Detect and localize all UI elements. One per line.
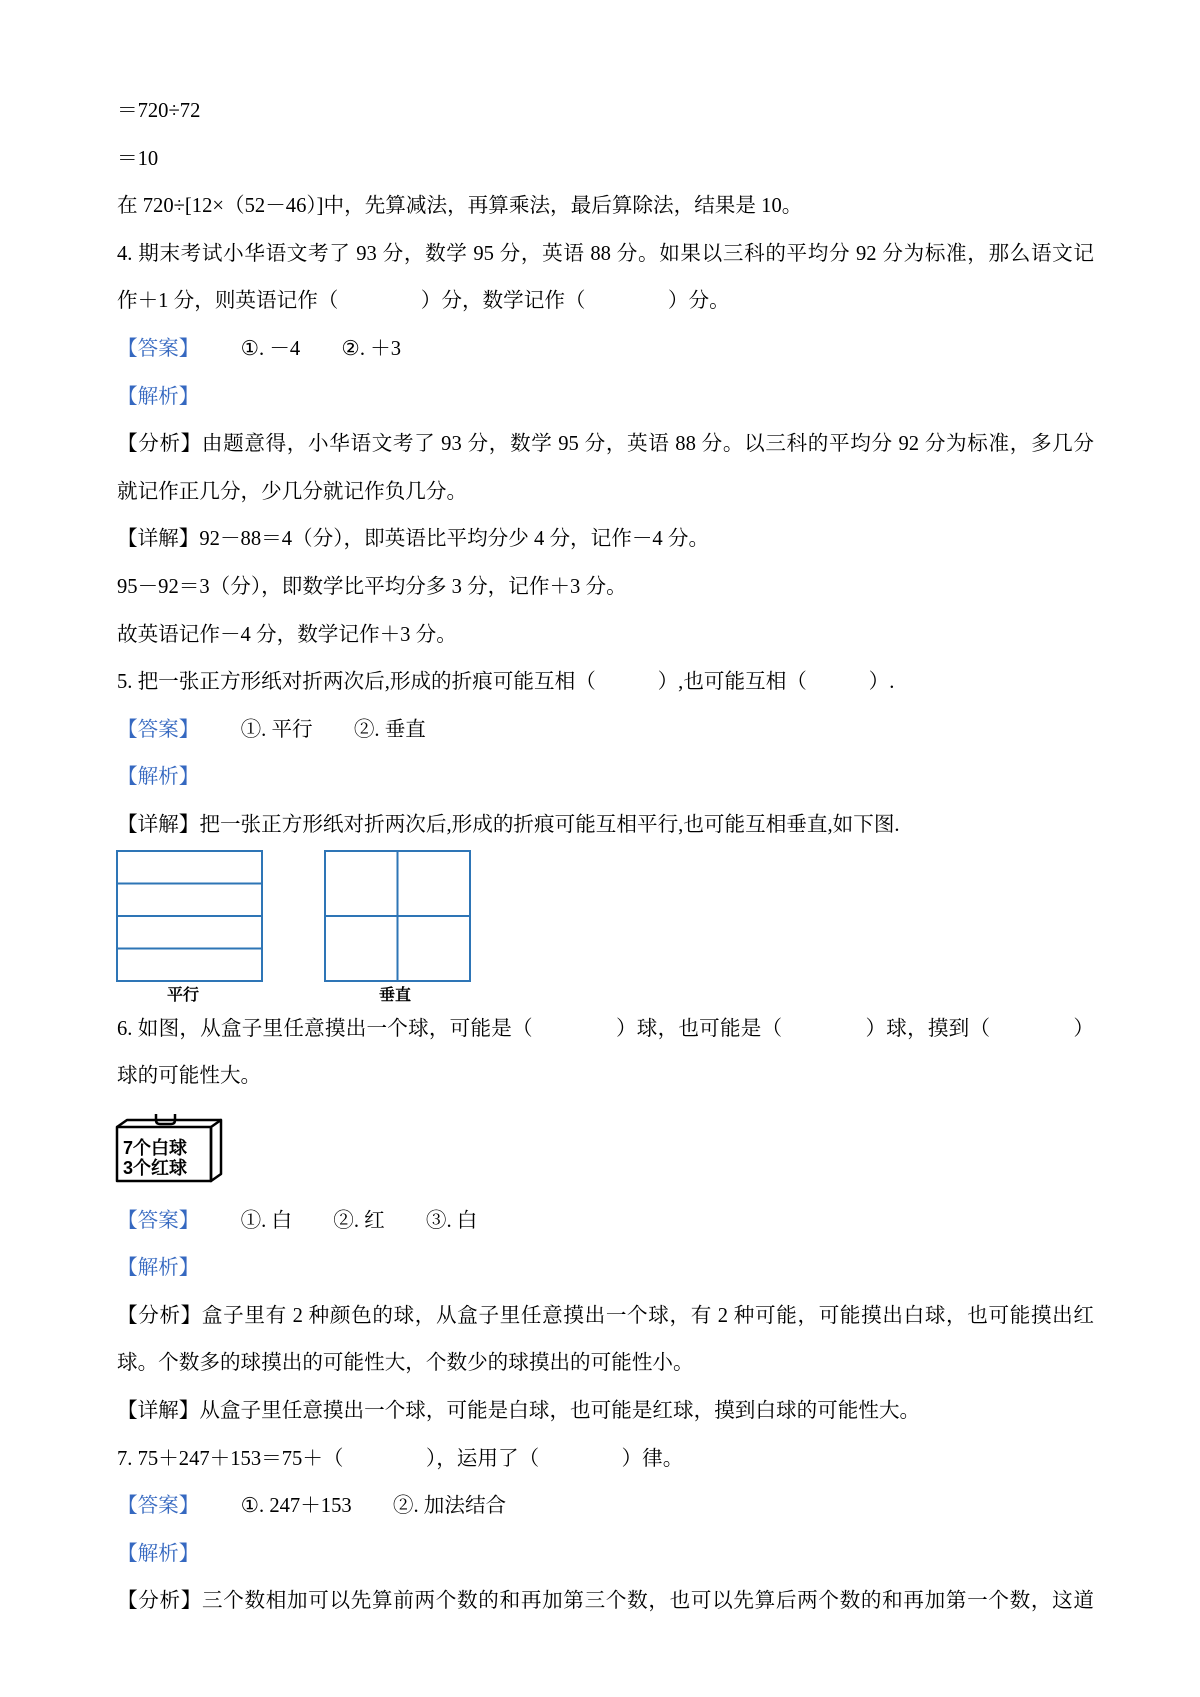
- question-6-answer: [117, 1198, 1094, 1246]
- answer-item: ①. －4: [240, 337, 301, 360]
- answer-item: ①. 平行: [240, 718, 313, 741]
- box-side-face: [211, 1120, 221, 1181]
- box-white-ball-count: 7个白球: [123, 1137, 188, 1158]
- analysis-label: 【分析】: [117, 433, 202, 456]
- question-6-detail-line: [117, 1388, 1094, 1436]
- detail-label: 【详解】: [117, 813, 200, 836]
- analysis-text: 由题意得，小华语文考了 93 分，数学 95 分，英语 88 分。以三科的平均分 92 分为标准，多几分: [201, 433, 1094, 456]
- analysis-label: 【分析】: [117, 1304, 202, 1327]
- answer-item: ②. 加法结合: [392, 1495, 507, 1518]
- perpendicular-label: 垂直: [378, 986, 411, 1004]
- question-6-stem-line: 6. 如图，从盒子里任意摸出一个球，可能是（ ）球，也可能是（ ）球，摸到（ ）: [117, 1017, 1094, 1040]
- question-4-detail-line: 95－92＝3（分），即数学比平均分多 3 分，记作＋3 分。: [117, 575, 627, 598]
- answer-label: 【答案】: [117, 337, 200, 360]
- box-red-ball-count: 3个红球: [123, 1157, 188, 1178]
- analysis-text: 盒子里有 2 种颜色的球，从盒子里任意摸出一个球，有 2 种可能，可能摸出白球，也可能摸出红: [201, 1304, 1094, 1327]
- answer-label: 【答案】: [117, 718, 200, 741]
- question-4-stem-line: 4. 期末考试小华语文考了 93 分，数学 95 分，英语 88 分。如果以三科的平均分 92 分为标准，那么语文记: [117, 242, 1094, 265]
- question-4-analysis-line: [117, 421, 1094, 469]
- detail-label: 【详解】: [117, 1400, 200, 1423]
- ball-box-figure: [117, 1101, 1094, 1198]
- question-6-analysis-line: 球。个数多的球摸出的可能性大，个数少的球摸出的可能性小。: [117, 1352, 694, 1375]
- question-5-detail-line: [117, 802, 1094, 850]
- question-7-stem: 7. 75＋247＋153＝75＋（ ），运用了（ ）律。: [117, 1447, 684, 1470]
- analysis-label: 【分析】: [117, 1590, 203, 1613]
- perpendicular-fold-square: [325, 851, 470, 981]
- fold-diagram: [117, 850, 1094, 1006]
- answer-item: ③. 白: [425, 1209, 478, 1232]
- detail-text: 92－88＝4（分），即英语比平均分少 4 分，记作－4 分。: [199, 528, 710, 551]
- explanation-label: 【解析】: [117, 385, 200, 408]
- detail-text: 从盒子里任意摸出一个球，可能是白球，也可能是红球，摸到白球的可能性大。: [199, 1400, 921, 1423]
- ball-box-illustration: [112, 1109, 232, 1189]
- detail-text: 把一张正方形纸对折两次后,形成的折痕可能互相平行,也可能互相垂直,如下图.: [199, 813, 900, 836]
- explanation-label: 【解析】: [117, 1257, 200, 1280]
- equation-step: ＝10: [117, 147, 159, 170]
- question-4-detail-line: [117, 516, 1094, 564]
- question-4-stem-line: 作＋1 分，则英语记作（ ）分，数学记作（ ）分。: [117, 290, 730, 313]
- document-page: [117, 88, 1094, 1626]
- answer-item: ①. 247＋153: [240, 1495, 352, 1518]
- answer-item: ②. 红: [333, 1209, 385, 1232]
- question-6-stem-line: 球的可能性大。: [117, 1065, 262, 1088]
- explanation-label: 【解析】: [117, 766, 200, 789]
- fold-diagram-svg: [116, 850, 476, 984]
- analysis-text: 三个数相加可以先算前两个数的和再加第三个数，也可以先算后两个数的和再加第一个数，这道: [202, 1590, 1094, 1613]
- question-4-answer: [117, 326, 1094, 374]
- answer-item: ②. ＋3: [341, 337, 402, 360]
- parallel-fold-square: [117, 851, 262, 981]
- question-3-summary: 在 720÷[12×（52－46）]中，先算减法，再算乘法，最后算除法，结果是 10。: [117, 195, 803, 218]
- answer-label: 【答案】: [117, 1209, 200, 1232]
- question-5-stem: 5. 把一张正方形纸对折两次后,形成的折痕可能互相（ ）,也可能互相（ ）.: [117, 671, 895, 694]
- question-7-answer: [117, 1483, 1094, 1531]
- question-7-analysis-line: [117, 1578, 1094, 1626]
- answer-item: ②. 垂直: [353, 718, 426, 741]
- question-6-analysis-line: [117, 1293, 1094, 1341]
- question-4-detail-line: 故英语记作－4 分，数学记作＋3 分。: [117, 623, 457, 646]
- question-5-answer: [117, 707, 1094, 755]
- answer-item: ①. 白: [240, 1209, 293, 1232]
- equation-step: ＝720÷72: [117, 100, 201, 122]
- answer-label: 【答案】: [117, 1495, 200, 1518]
- question-4-analysis-line: 就记作正几分，少几分就记作负几分。: [117, 480, 468, 503]
- parallel-label: 平行: [166, 986, 199, 1004]
- detail-label: 【详解】: [117, 528, 200, 551]
- explanation-label: 【解析】: [117, 1542, 200, 1565]
